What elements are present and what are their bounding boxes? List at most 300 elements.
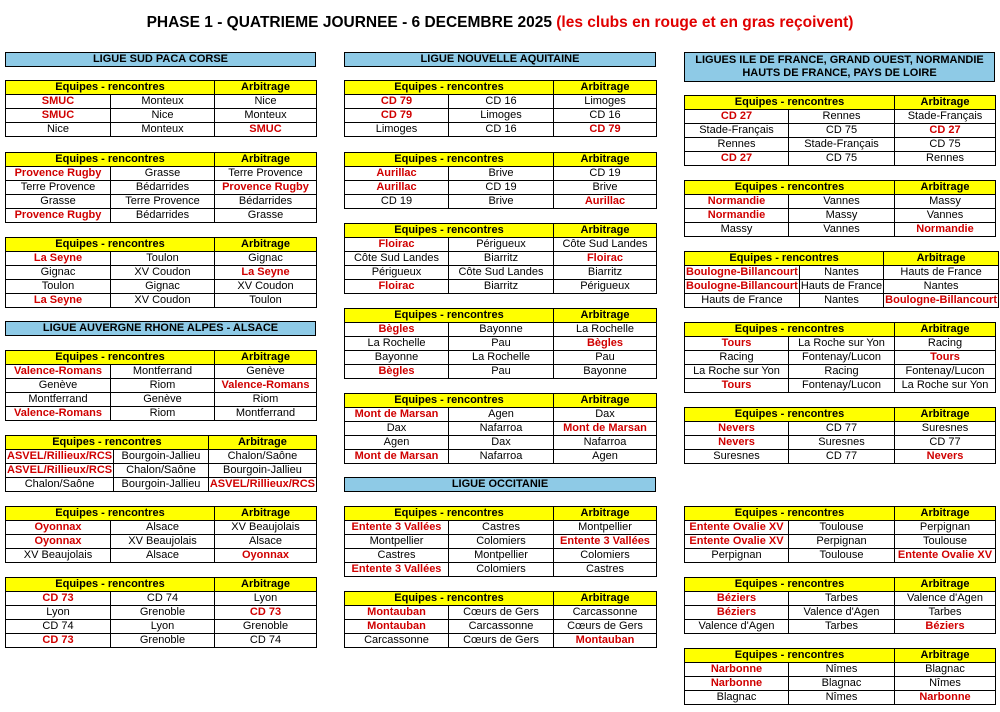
team-b-cell: Stade-Français [789,138,895,152]
match-row [345,195,657,209]
header-arbitrage: Arbitrage [215,351,317,365]
match-row [685,280,999,294]
header-arbitrage: Arbitrage [215,238,317,252]
team-a-cell: Nevers [685,422,789,436]
league-banner-ligue-nouvelle-aquitaine [344,52,656,67]
referee-team-cell: Toulon [215,294,317,308]
match-row [685,351,996,365]
team-b-cell: Vannes [789,223,895,237]
referee-team-cell: Nice [215,95,317,109]
referee-team-cell: Montferrand [215,407,317,421]
team-b-cell: Montpellier [449,549,554,563]
match-row [685,152,996,166]
league-title: LIGUE AUVERGNE RHONE ALPES - ALSACE [42,322,279,334]
header-equipes-rencontres: Equipes - rencontres [6,351,215,365]
referee-team-cell: CD 27 [895,124,996,138]
header-equipes-rencontres: Equipes - rencontres [345,507,554,521]
header-equipes-rencontres: Equipes - rencontres [685,323,895,337]
referee-team-cell: Perpignan [895,521,996,535]
match-row [345,95,657,109]
header-equipes-rencontres: Equipes - rencontres [685,649,895,663]
team-b-cell: La Roche sur Yon [789,337,895,351]
referee-team-cell: CD 74 [215,634,317,648]
match-row [685,195,996,209]
match-row [685,521,996,535]
team-a-cell: XV Beaujolais [6,549,111,563]
referee-team-cell: Toulouse [895,535,996,549]
team-a-cell: ASVEL/Rillieux/RCS [7,450,113,462]
match-row [6,167,317,181]
match-row [345,408,657,422]
group-header-row [685,578,996,592]
header-equipes-rencontres: Equipes - rencontres [685,578,895,592]
referee-team-cell: XV Coudon [215,280,317,294]
match-row [685,436,996,450]
match-row [345,280,657,294]
team-a-cell: Mont de Marsan [345,408,449,422]
referee-team-cell: CD 16 [554,109,657,123]
team-a-cell: Béziers [685,592,789,606]
team-a-cell: Stade-Français [685,124,789,138]
match-group-table [5,152,317,223]
match-row [345,606,657,620]
team-a-cell: Montauban [345,606,449,620]
team-a-cell: SMUC [6,95,111,109]
header-equipes-rencontres: Equipes - rencontres [345,592,554,606]
match-group-table [344,223,657,294]
referee-team-cell: Limoges [554,95,657,109]
team-a-cell: CD 19 [345,195,449,209]
match-row [685,450,996,464]
team-b-cell: Alsace [111,521,215,535]
header-equipes-rencontres: Equipes - rencontres [345,309,554,323]
team-b-cell: CD 77 [789,422,895,436]
referee-team-cell: Hauts de France [884,266,999,280]
team-a-cell: CD 79 [345,95,449,109]
match-group-table [684,577,996,634]
header-arbitrage: Arbitrage [895,408,996,422]
team-a-cell: CD 74 [6,620,111,634]
match-group-table [684,251,999,308]
referee-team-cell: XV Beaujolais [215,521,317,535]
header-arbitrage: Arbitrage [554,394,657,408]
team-a-cell: CD 73 [6,592,111,606]
match-row [345,450,657,464]
team-b-cell: Nîmes [789,663,895,677]
match-row [685,138,996,152]
match-row [345,563,657,577]
team-b-cell: Bayonne [449,323,554,337]
team-b-cell: Montferrand [111,365,215,379]
referee-team-cell: Périgueux [554,280,657,294]
league-banner-ligue-sud-paca-corse [5,52,316,67]
team-a-cell: Provence Rugby [6,209,111,223]
team-a-cell: Oyonnax [6,535,111,549]
group-header-row [6,351,317,365]
referee-team-cell: Bourgoin-Jallieu [208,464,316,478]
referee-team-cell: La Roche sur Yon [895,379,996,393]
match-group-table [684,322,996,393]
referee-team-cell: La Seyne [215,266,317,280]
team-b-cell: Terre Provence [111,195,215,209]
referee-team-cell: Biarritz [554,266,657,280]
team-b-cell: Nantes [799,266,883,280]
referee-team-cell: Chalon/Saône [208,450,316,464]
match-row [6,620,317,634]
match-row [6,294,317,308]
referee-team-cell: Grasse [215,209,317,223]
team-a-cell: Bayonne [345,351,449,365]
team-b-cell: Grenoble [111,606,215,620]
team-b-cell: XV Coudon [111,266,215,280]
team-a-cell: Boulogne-Billancourt [686,266,798,278]
header-equipes-rencontres: Equipes - rencontres [685,252,884,266]
team-a-cell: Agen [345,436,449,450]
referee-team-cell: Stade-Français [895,110,996,124]
header-arbitrage: Arbitrage [554,309,657,323]
header-arbitrage: Arbitrage [554,507,657,521]
match-group-table [344,591,657,648]
referee-team-cell: Grenoble [215,620,317,634]
team-b-cell: Carcassonne [449,620,554,634]
referee-team-cell: SMUC [215,123,317,137]
match-row [6,109,317,123]
header-equipes-rencontres: Equipes - rencontres [685,507,895,521]
group-header-row [685,649,996,663]
team-b-cell: Blagnac [789,677,895,691]
team-a-cell: Valence d'Agen [685,620,789,634]
match-row [6,450,317,464]
header-equipes-rencontres: Equipes - rencontres [685,96,895,110]
team-b-cell: XV Coudon [111,294,215,308]
group-header-row [685,507,996,521]
team-b-cell: Agen [449,408,554,422]
team-b-cell: Gignac [111,280,215,294]
header-equipes-rencontres: Equipes - rencontres [685,181,895,195]
team-a-cell: CD 27 [685,110,789,124]
team-a-cell: Montferrand [6,393,111,407]
team-b-cell: Côte Sud Landes [449,266,554,280]
referee-team-cell: Brive [554,181,657,195]
match-row [345,323,657,337]
referee-team-cell: Oyonnax [215,549,317,563]
match-row [6,195,317,209]
referee-team-cell: Côte Sud Landes [554,238,657,252]
match-row [345,238,657,252]
team-a-cell: La Seyne [6,252,111,266]
team-a-cell: Massy [685,223,789,237]
match-group-table [344,80,657,137]
referee-team-cell: Entente Ovalie XV [895,549,996,563]
team-b-cell: CD 75 [789,124,895,138]
match-row [685,337,996,351]
team-a-cell: Entente Ovalie XV [685,535,789,549]
referee-team-cell: Bédarrides [215,195,317,209]
match-row [6,634,317,648]
team-a-cell: Narbonne [685,677,789,691]
team-a-cell: Provence Rugby [6,167,111,181]
header-arbitrage: Arbitrage [208,436,316,450]
header-arbitrage: Arbitrage [895,578,996,592]
team-b-cell: Fontenay/Lucon [789,379,895,393]
header-equipes-rencontres: Equipes - rencontres [6,153,215,167]
match-row [345,620,657,634]
header-equipes-rencontres: Equipes - rencontres [685,408,895,422]
match-group-table [5,80,317,137]
team-a-cell: Blagnac [685,691,789,705]
team-b-cell: Colomiers [449,535,554,549]
group-header-row [345,507,657,521]
match-group-table [684,648,996,705]
group-header-row [6,238,317,252]
referee-team-cell: Tours [895,351,996,365]
match-row [345,365,657,379]
header-equipes-rencontres: Equipes - rencontres [6,81,215,95]
team-a-cell: Béziers [685,606,789,620]
match-group-table [5,435,317,492]
match-row [6,393,317,407]
referee-team-cell: Entente 3 Vallées [554,535,657,549]
league-title: LIGUE NOUVELLE AQUITAINE [420,53,580,65]
match-row [685,663,996,677]
match-group-table [5,350,317,421]
team-b-cell: Bourgoin-Jallieu [114,450,209,464]
team-b-cell: Pau [449,365,554,379]
team-a-cell: ASVEL/Rillieux/RCS [7,464,113,476]
team-a-cell: Perpignan [685,549,789,563]
referee-team-cell: Cœurs de Gers [554,620,657,634]
team-b-cell: Lyon [111,620,215,634]
match-row [685,266,999,280]
team-b-cell: Toulouse [789,521,895,535]
match-row [345,266,657,280]
referee-team-cell: CD 19 [554,167,657,181]
team-b-cell: Colomiers [449,563,554,577]
team-b-cell: Hauts de France [800,280,883,292]
group-header-row [685,408,996,422]
team-b-cell: Toulouse [789,549,895,563]
team-a-cell: Carcassonne [345,634,449,648]
header-arbitrage: Arbitrage [215,81,317,95]
referee-team-cell: Nafarroa [554,436,657,450]
team-b-cell: Nice [111,109,215,123]
team-b-cell: Brive [449,195,554,209]
team-a-cell: Tours [685,337,789,351]
team-a-cell: Normandie [685,209,789,223]
team-b-cell: La Rochelle [449,351,554,365]
header-arbitrage: Arbitrage [895,649,996,663]
referee-team-cell: Tarbes [895,606,996,620]
referee-team-cell: Fontenay/Lucon [895,365,996,379]
team-b-cell: Nantes [799,294,883,308]
team-b-cell: Vannes [789,195,895,209]
match-row [345,634,657,648]
match-group-table [344,152,657,209]
team-b-cell: Valence d'Agen [789,606,895,620]
match-row [6,95,317,109]
match-row [685,294,999,308]
referee-team-cell: Montpellier [554,521,657,535]
team-a-cell: Terre Provence [6,181,111,195]
team-b-cell: Tarbes [789,592,895,606]
team-a-cell: Floirac [345,238,449,252]
header-arbitrage: Arbitrage [554,153,657,167]
team-b-cell: CD 77 [789,450,895,464]
referee-team-cell: Gignac [215,252,317,266]
team-a-cell: Entente 3 Vallées [345,563,449,577]
match-row [685,535,996,549]
group-header-row [345,81,657,95]
team-b-cell: Chalon/Saône [114,464,209,478]
team-a-cell: Castres [345,549,449,563]
team-a-cell: Oyonnax [6,521,111,535]
group-header-row [345,153,657,167]
team-b-cell: Cœurs de Gers [449,634,554,648]
referee-team-cell: Alsace [215,535,317,549]
team-a-cell: Narbonne [685,663,789,677]
referee-team-cell: Nevers [895,450,996,464]
referee-team-cell: Béziers [895,620,996,634]
team-b-cell: Fontenay/Lucon [789,351,895,365]
referee-team-cell: CD 77 [895,436,996,450]
team-a-cell: Rennes [685,138,789,152]
match-group-table [684,95,996,166]
match-row [6,549,317,563]
referee-team-cell: Vannes [895,209,996,223]
team-a-cell: La Seyne [6,294,111,308]
referee-team-cell: Boulogne-Billancourt [885,294,997,306]
match-row [685,691,996,705]
referee-team-cell: Valence d'Agen [895,592,996,606]
team-a-cell: Nevers [685,436,789,450]
league-banner-ligue-occitanie [344,477,656,492]
match-row [345,123,657,137]
team-a-cell: CD 73 [6,634,111,648]
match-group-table [684,407,996,464]
team-b-cell: CD 16 [449,95,554,109]
referee-team-cell: La Rochelle [554,323,657,337]
header-equipes-rencontres: Equipes - rencontres [6,238,215,252]
team-b-cell: CD 75 [789,152,895,166]
match-row [685,606,996,620]
referee-team-cell: Aurillac [554,195,657,209]
referee-team-cell: Narbonne [895,691,996,705]
match-row [6,266,317,280]
referee-team-cell: Racing [895,337,996,351]
header-arbitrage: Arbitrage [554,224,657,238]
team-a-cell: Entente 3 Vallées [345,521,449,535]
match-row [6,606,317,620]
team-a-cell: Genève [6,379,111,393]
referee-team-cell: Nîmes [895,677,996,691]
team-a-cell: Nice [6,123,111,137]
team-b-cell: Alsace [111,549,215,563]
match-row [685,677,996,691]
referee-team-cell: Valence-Romans [215,379,317,393]
match-row [685,124,996,138]
match-row [6,592,317,606]
match-row [685,379,996,393]
header-equipes-rencontres: Equipes - rencontres [345,81,554,95]
referee-team-cell: Bayonne [554,365,657,379]
team-b-cell: Grasse [111,167,215,181]
match-row [6,478,317,492]
match-row [345,351,657,365]
header-arbitrage: Arbitrage [884,252,999,266]
team-b-cell: XV Beaujolais [111,535,215,549]
header-arbitrage: Arbitrage [215,153,317,167]
match-row [345,521,657,535]
group-header-row [345,309,657,323]
header-arbitrage: Arbitrage [554,81,657,95]
match-row [685,223,996,237]
team-a-cell: Limoges [345,123,449,137]
team-b-cell: Riom [111,379,215,393]
group-header-row [6,578,317,592]
referee-team-cell: Nantes [884,280,999,294]
team-a-cell: La Rochelle [345,337,449,351]
title-main: PHASE 1 - QUATRIEME JOURNEE - 6 DECEMBRE 2025 [146,14,552,31]
team-a-cell: Suresnes [685,450,789,464]
referee-team-cell: Montauban [554,634,657,648]
team-a-cell: Aurillac [345,167,449,181]
team-b-cell: Grenoble [111,634,215,648]
league-banner-ligue-auvergne-rhone-alpes-alsace [5,321,316,336]
referee-team-cell: Blagnac [895,663,996,677]
group-header-row [345,592,657,606]
team-a-cell: Grasse [6,195,111,209]
referee-team-cell: Mont de Marsan [554,422,657,436]
header-arbitrage: Arbitrage [554,592,657,606]
team-a-cell: Bègles [345,323,449,337]
header-equipes-rencontres: Equipes - rencontres [6,507,215,521]
team-b-cell: Tarbes [789,620,895,634]
team-b-cell: Biarritz [449,280,554,294]
referee-team-cell: Colomiers [554,549,657,563]
match-group-table [344,393,657,464]
referee-team-cell: Bègles [554,337,657,351]
league-title: HAUTS DE FRANCE, PAYS DE LOIRE [742,67,937,79]
team-b-cell: Rennes [789,110,895,124]
group-header-row [685,181,996,195]
team-b-cell: Monteux [111,95,215,109]
referee-team-cell: CD 75 [895,138,996,152]
match-row [6,379,317,393]
team-a-cell: Côte Sud Landes [345,252,449,266]
league-title: LIGUE SUD PACA CORSE [92,53,229,65]
team-a-cell: Gignac [6,266,111,280]
team-b-cell: Périgueux [449,238,554,252]
team-a-cell: Toulon [6,280,111,294]
team-a-cell: Chalon/Saône [6,478,114,492]
header-arbitrage: Arbitrage [215,578,317,592]
match-group-table [5,506,317,563]
referee-team-cell: Suresnes [895,422,996,436]
match-row [345,422,657,436]
header-equipes-rencontres: Equipes - rencontres [345,394,554,408]
page-title [0,14,1000,32]
match-row [685,592,996,606]
header-arbitrage: Arbitrage [895,323,996,337]
referee-team-cell: Genève [215,365,317,379]
header-arbitrage: Arbitrage [895,507,996,521]
team-b-cell: Brive [449,167,554,181]
team-a-cell: Dax [345,422,449,436]
header-arbitrage: Arbitrage [895,181,996,195]
match-row [685,422,996,436]
team-a-cell: Bègles [345,365,449,379]
team-b-cell: Massy [789,209,895,223]
